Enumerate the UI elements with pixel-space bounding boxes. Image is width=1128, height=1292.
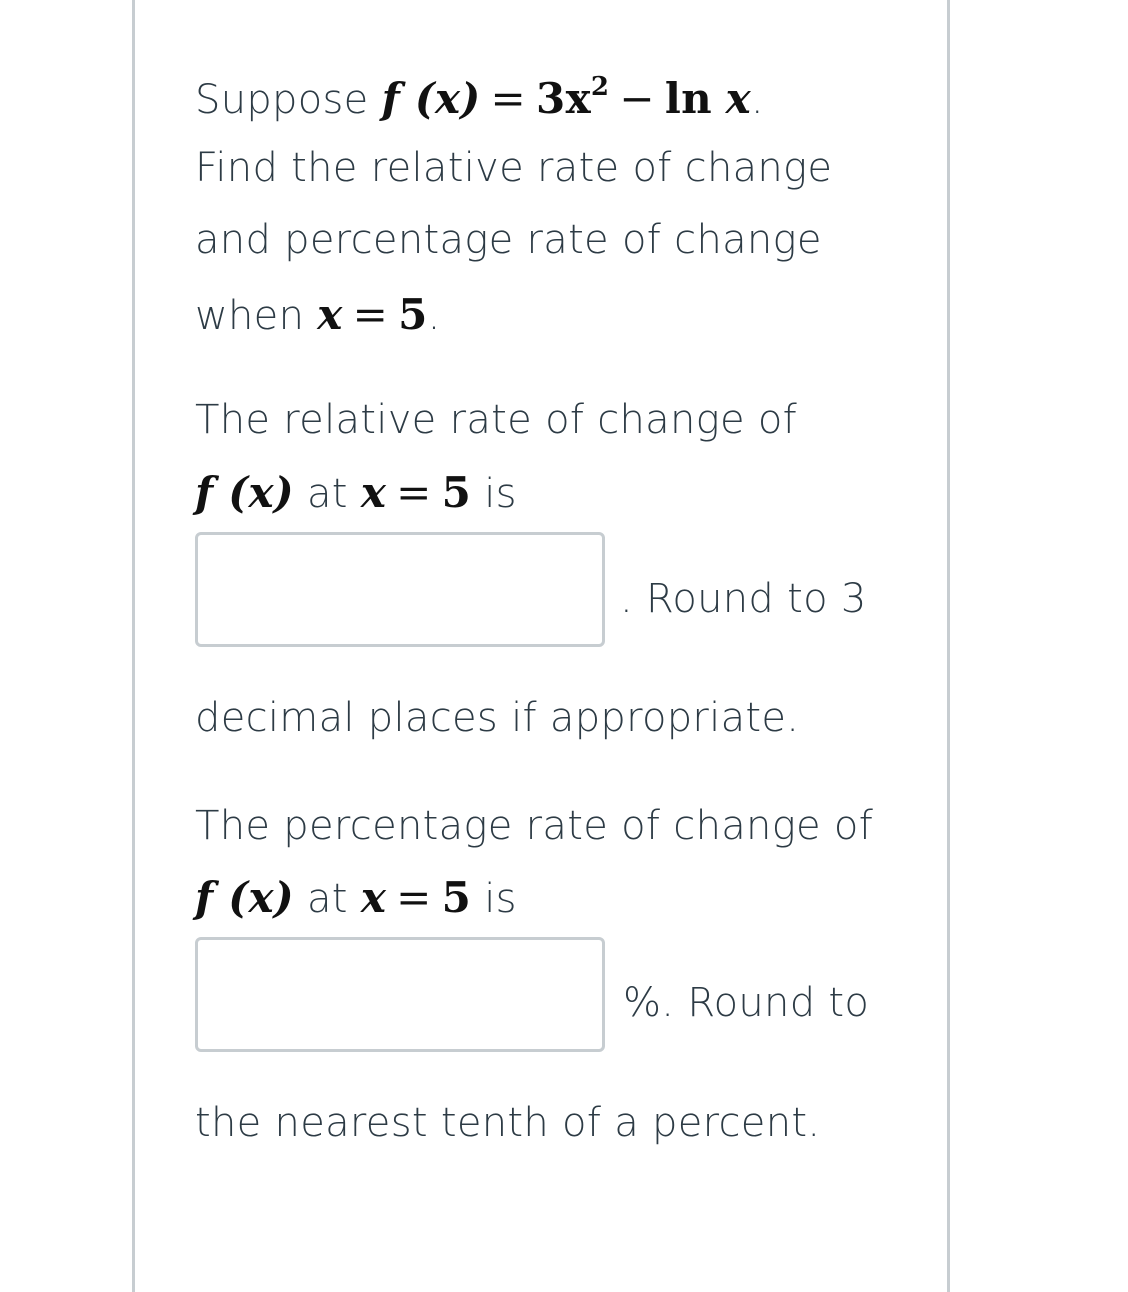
equals-sign: = <box>490 74 527 123</box>
condition-eq: = <box>352 290 389 339</box>
condition-math <box>317 290 427 339</box>
term-3x: 3x <box>536 74 591 123</box>
part1-fx-text: f (x) <box>195 468 294 517</box>
part2-eq: = <box>396 873 432 922</box>
part2-fx-text: f (x) <box>195 873 294 922</box>
part2-note: the nearest tenth of a percent. <box>195 1100 821 1146</box>
function-lhs: f (x) <box>381 74 481 123</box>
function-definition <box>382 74 751 123</box>
ln-variable: x <box>725 74 751 123</box>
when-text: when <box>195 293 305 339</box>
relative-rate-answer-input[interactable] <box>195 532 605 647</box>
part1-note: decimal places if appropriate. <box>195 695 800 741</box>
part2-line-1: The percentage rate of change of <box>195 803 874 849</box>
condition-val: 5 <box>398 290 428 339</box>
part2-after-box: %. Round to <box>623 980 870 1026</box>
question-line-2: Find the relative rate of change <box>195 145 833 191</box>
part2-fx <box>195 873 294 922</box>
part2-is: is <box>484 876 517 922</box>
part2-var: x <box>360 873 387 922</box>
percentage-rate-answer-input[interactable] <box>195 937 605 1052</box>
question-line-3: and percentage rate of change <box>195 217 822 263</box>
suppose-text: Suppose <box>195 77 369 123</box>
part2-line-2 <box>195 873 517 922</box>
ln-operator: ln <box>664 74 712 123</box>
condition-period: . <box>427 293 441 339</box>
part1-val: 5 <box>441 468 472 517</box>
minus-sign: − <box>619 74 655 123</box>
part1-is: is <box>484 471 517 517</box>
part2-condition <box>361 873 471 922</box>
part2-at: at <box>307 876 348 922</box>
part1-eq: = <box>396 468 432 517</box>
part1-condition <box>361 468 471 517</box>
question-line-4 <box>195 290 441 339</box>
part1-after-box: . Round to 3 <box>620 576 867 622</box>
part1-var: x <box>360 468 387 517</box>
part1-line-2 <box>195 468 517 517</box>
period: . <box>750 77 764 123</box>
part1-line-1: The relative rate of change of <box>195 397 798 443</box>
exponent: 2 <box>590 72 610 102</box>
part2-val: 5 <box>441 873 472 922</box>
part1-fx <box>195 468 294 517</box>
question-line-1 <box>195 72 764 123</box>
part1-at: at <box>307 471 348 517</box>
condition-var: x <box>317 290 343 339</box>
